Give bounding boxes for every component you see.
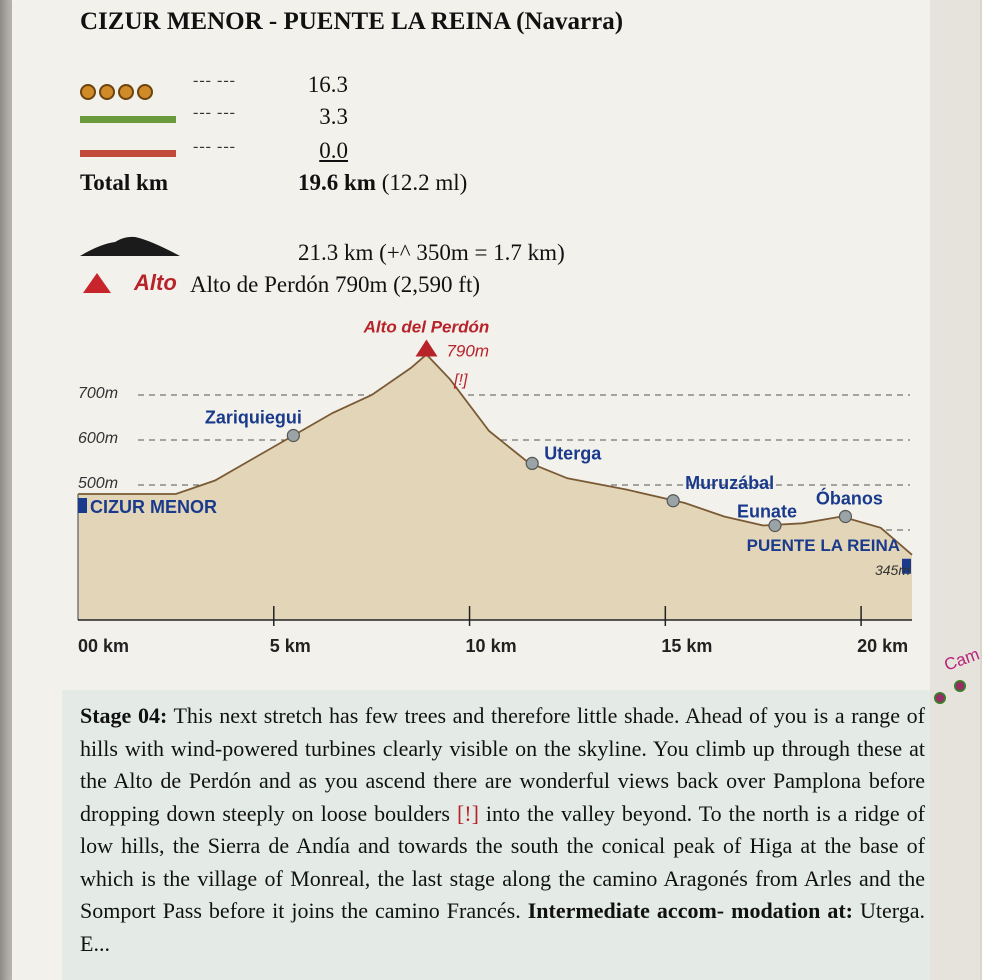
total-km-label: Total km bbox=[80, 170, 168, 195]
legend-value: 3.3 bbox=[319, 104, 348, 129]
stage-description bbox=[80, 700, 925, 960]
place-label: Óbanos bbox=[815, 488, 883, 509]
summit-triangle-icon bbox=[82, 272, 112, 294]
place-marker bbox=[287, 430, 299, 442]
route-dots-icon bbox=[930, 670, 980, 710]
stage-text-1: This next stretch has few trees and therefore little shade. Ahead of you is a range of hills with wind-powered turbines clearly visible on the skyline. You climb up through these at the Alto de Perdón and as you ascend there are wonderful views back over Pamplona before dropping down steeply on loose boulders bbox=[80, 703, 925, 826]
stage-text-3: Uterga. E... bbox=[80, 898, 925, 956]
y-label-500m: 500m bbox=[78, 475, 119, 492]
page-title bbox=[80, 8, 623, 36]
stage-text-2: into the valley beyond. To the north is a ridge of low hills, the Sierra de Andía and towards the south the conical peak of Higa at the base of which is the village of Monreal, the last stage along the camino Aragonés from Arles and the Somport Pass before it joins the camino Francés. bbox=[80, 800, 925, 923]
warning-mark: [!] bbox=[456, 800, 479, 826]
place-elevation: 790m bbox=[446, 341, 490, 361]
place-label: Zariquiegui bbox=[204, 407, 302, 428]
alto-description: Alto de Perdón 790m (2,590 ft) bbox=[190, 272, 481, 297]
elevation-profile-chart bbox=[60, 317, 930, 680]
legend-value: 0.0 bbox=[319, 138, 348, 163]
total-km-value bbox=[298, 170, 467, 196]
legend-dashes: --- --- bbox=[193, 72, 236, 89]
ascent-adjusted-distance: 21.3 km (+^ 350m = 1.7 km) bbox=[298, 240, 565, 265]
x-tick-label: 15 km bbox=[661, 636, 713, 656]
y-label-700m: 700m bbox=[78, 385, 119, 402]
alto-label: Alto bbox=[134, 270, 177, 295]
legend-row-red bbox=[80, 138, 480, 168]
green-bar-icon bbox=[80, 116, 176, 123]
summit-marker bbox=[415, 340, 437, 357]
stage-heading: Stage 04: bbox=[80, 703, 168, 728]
x-tick-label: 20 km bbox=[857, 636, 909, 656]
town-marker bbox=[78, 498, 87, 513]
total-km: 19.6 km bbox=[298, 170, 376, 195]
warning-mark-chart: [!] bbox=[454, 371, 468, 389]
place-label: Muruzábal bbox=[685, 472, 775, 493]
profile-area bbox=[78, 355, 912, 621]
place-label: CIZUR MENOR bbox=[90, 497, 217, 517]
place-marker bbox=[526, 457, 538, 469]
place-elevation: 345m bbox=[874, 561, 910, 578]
legend-dashes: --- --- bbox=[193, 138, 236, 155]
total-miles: (12.2 ml) bbox=[381, 170, 468, 195]
next-page-label: Cam bbox=[941, 644, 982, 675]
place-label: PUENTE LA REINA bbox=[746, 535, 900, 555]
place-marker bbox=[839, 511, 851, 523]
legend-value: 16.3 bbox=[307, 72, 348, 97]
place-label: Eunate bbox=[736, 501, 797, 522]
red-bar-icon bbox=[80, 150, 176, 157]
legend-row-green bbox=[80, 104, 480, 134]
legend-row-dots bbox=[80, 72, 480, 102]
place-marker bbox=[667, 495, 679, 507]
mountain-icon bbox=[80, 234, 180, 258]
x-tick-label: 5 km bbox=[269, 636, 311, 656]
legend-dashes: --- --- bbox=[193, 104, 236, 121]
chart-profile bbox=[78, 355, 912, 621]
stage-route-title: CIZUR MENOR - PUENTE LA REINA bbox=[80, 8, 510, 35]
x-tick-label: 10 km bbox=[465, 636, 517, 656]
place-label: Alto del Perdón bbox=[363, 317, 490, 337]
place-label: Uterga bbox=[544, 443, 602, 464]
y-label-600m: 600m bbox=[78, 430, 119, 447]
orange-dots-icon bbox=[80, 80, 156, 106]
region-label: (Navarra) bbox=[516, 8, 624, 35]
facing-page bbox=[930, 0, 980, 980]
stage-accommodation-heading: Intermediate accom- modation at: bbox=[527, 898, 854, 923]
x-tick-label: 00 km bbox=[78, 636, 130, 656]
